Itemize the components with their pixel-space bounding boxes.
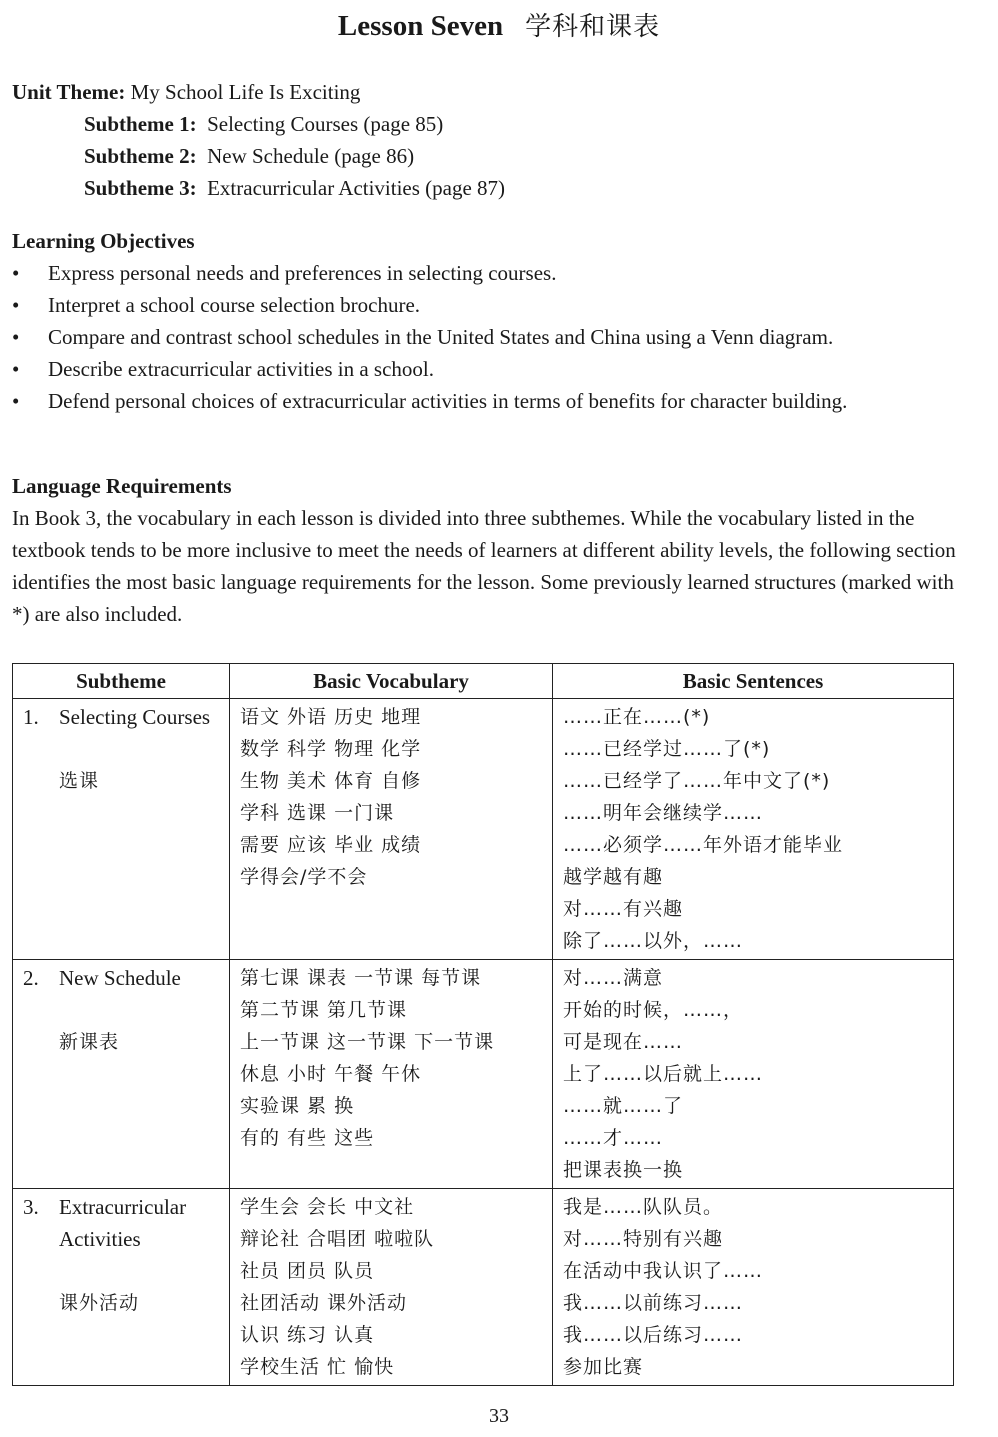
subtheme-label: Subtheme 2:: [84, 144, 197, 168]
objective-item: • Compare and contrast school schedules in the United States and China using a Venn diagram.: [12, 321, 972, 353]
unit-theme-section: [12, 76, 505, 204]
row-number: 1.: [23, 705, 39, 729]
vocab-line: 学校生活 忙 愉快: [240, 1356, 395, 1378]
vocabulary-cell: [230, 1189, 553, 1386]
subtheme-cell: [13, 960, 230, 1189]
sentence-line: 可是现在……: [563, 1031, 684, 1053]
page-number: 33: [489, 1405, 509, 1427]
vocab-line: 学科 选课 一门课: [240, 802, 395, 824]
vocab-line: 有的 有些 这些: [240, 1127, 375, 1149]
unit-theme-value: My School Life Is Exciting: [130, 80, 361, 104]
table-row: [13, 960, 954, 1189]
sentence-line: 对……特别有兴趣: [563, 1228, 724, 1250]
vocab-line: 休息 小时 午餐 午休: [240, 1063, 422, 1085]
sentences-cell: [553, 699, 954, 960]
sentence-line: 把课表换一换: [563, 1159, 684, 1181]
subtheme-line: [12, 140, 505, 172]
vocab-line: 第二节课 第几节课: [240, 999, 408, 1021]
vocab-line: 实验课 累 换: [240, 1095, 355, 1117]
table-row: [13, 1189, 954, 1386]
vocabulary-cell: [230, 960, 553, 1189]
subtheme-zh: 课外活动: [59, 1292, 140, 1314]
unit-theme-label: Unit Theme:: [12, 80, 126, 104]
lesson-title-en: Lesson Seven: [337, 10, 504, 42]
subtheme-name: Selecting Courses: [59, 705, 211, 729]
table-header-row: [13, 664, 954, 699]
language-requirements-section: [12, 470, 972, 630]
vocab-line: 上一节课 这一节课 下一节课: [240, 1031, 495, 1053]
sentence-line: ……已经学过……了(*): [563, 738, 771, 760]
learning-objectives-section: [12, 225, 972, 417]
vocab-line: 认识 练习 认真: [240, 1324, 375, 1346]
vocab-line: 学生会 会长 中文社: [240, 1196, 415, 1218]
subtheme-name: New Schedule: [59, 966, 181, 990]
row-number: 2.: [23, 966, 39, 990]
subtheme-zh: 新课表: [59, 1031, 120, 1053]
row-number: 3.: [23, 1195, 39, 1219]
sentence-line: ……明年会继续学……: [563, 802, 764, 824]
vocab-line: 社员 团员 队员: [240, 1260, 375, 1282]
subtheme-value: New Schedule (page 86): [207, 144, 415, 168]
sentence-line: ……必须学……年外语才能毕业: [563, 834, 844, 856]
sentence-line: 对……有兴趣: [563, 898, 684, 920]
vocabulary-cell: [230, 699, 553, 960]
subtheme-line: [12, 108, 505, 140]
sentence-line: 除了……以外，……: [563, 930, 744, 952]
vocab-line: 社团活动 课外活动: [240, 1292, 408, 1314]
sentence-line: 开始的时候，……，: [563, 999, 744, 1021]
subtheme-name-line2: Activities: [59, 1227, 141, 1251]
subtheme-value: Selecting Courses (page 85): [207, 112, 444, 136]
header-basic-vocabulary: Basic Vocabulary: [230, 664, 553, 699]
sentence-line: 对……满意: [563, 967, 664, 989]
sentence-line: 上了……以后就上……: [563, 1063, 764, 1085]
vocab-line: 生物 美术 体育 自修: [240, 770, 422, 792]
sentence-line: 在活动中我认识了……: [563, 1260, 764, 1282]
requirements-table: [12, 663, 954, 1386]
subtheme-name: Extracurricular: [59, 1195, 187, 1219]
objective-item: • Defend personal choices of extracurricular activities in terms of benefits for character building.: [12, 385, 972, 417]
sentence-line: 我……以后练习……: [563, 1324, 744, 1346]
lesson-title: [0, 6, 998, 47]
header-basic-sentences: Basic Sentences: [553, 664, 954, 699]
subtheme-label: Subtheme 3:: [84, 176, 197, 200]
subtheme-label: Subtheme 1:: [84, 112, 197, 136]
vocab-line: 辩论社 合唱团 啦啦队: [240, 1228, 435, 1250]
sentence-line: 越学越有趣: [563, 866, 664, 888]
objective-item: • Interpret a school course selection brochure.: [12, 289, 972, 321]
table-row: [13, 699, 954, 960]
header-subtheme: Subtheme: [13, 664, 230, 699]
objective-item: • Describe extracurricular activities in a school.: [12, 353, 972, 385]
lesson-title-zh: 学科和课表: [525, 12, 661, 42]
subtheme-value: Extracurricular Activities (page 87): [207, 176, 506, 200]
sentence-line: ……正在……(*): [563, 706, 711, 728]
subtheme-line: [12, 172, 505, 204]
sentences-cell: [553, 1189, 954, 1386]
sentence-line: 我……以前练习……: [563, 1292, 744, 1314]
sentences-cell: [553, 960, 954, 1189]
subtheme-cell: [13, 699, 230, 960]
vocab-line: 第七课 课表 一节课 每节课: [240, 967, 482, 989]
objective-item: • Express personal needs and preferences in selecting courses.: [12, 257, 972, 289]
vocab-line: 数学 科学 物理 化学: [240, 738, 422, 760]
sentence-line: ……就……了: [563, 1095, 684, 1117]
vocab-line: 需要 应该 毕业 成绩: [240, 834, 422, 856]
objectives-list: [12, 257, 972, 417]
sentence-line: 我是……队队员。: [563, 1196, 724, 1218]
language-requirements-heading: Language Requirements: [12, 474, 232, 498]
learning-objectives-heading: Learning Objectives: [12, 229, 195, 253]
sentence-line: 参加比赛: [563, 1356, 644, 1378]
sentence-line: ……才……: [563, 1127, 664, 1149]
vocab-line: 学得会/学不会: [240, 866, 368, 888]
vocab-line: 语文 外语 历史 地理: [240, 706, 422, 728]
language-requirements-paragraph: In Book 3, the vocabulary in each lesson is divided into three subthemes. While the vocabulary listed in the textbook tends to be more inclusive to meet the needs of learners at different ability levels, the following section identifies the most basic language requirements for the lesson. Some previously learned structures (marked with *) are also included.: [12, 506, 956, 626]
sentence-line: ……已经学了……年中文了(*): [563, 770, 831, 792]
subtheme-cell: [13, 1189, 230, 1386]
subtheme-zh: 选课: [59, 770, 100, 792]
